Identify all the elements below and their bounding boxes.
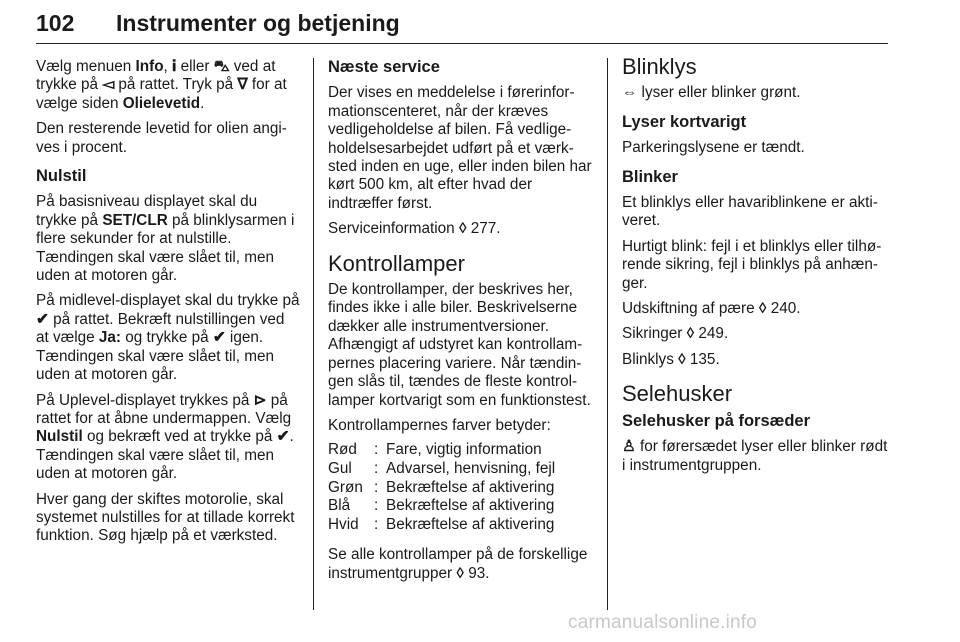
table-row: Blå : Bekræftelse af aktivering [328, 497, 555, 515]
down-arrow-icon: ∇ [237, 76, 248, 94]
info-menu-label: Info [135, 58, 164, 75]
section-heading-blinker: Blinker [622, 167, 678, 186]
column-divider [607, 58, 608, 610]
paragraph: Tændingen skal være slået til, men uden at motoren går. [36, 248, 275, 285]
set-clr-label: SET/CLR [102, 211, 168, 229]
info-icon: 𝐢 [172, 58, 177, 75]
page-ref-icon: ◊ [456, 564, 464, 582]
page-ref-icon: ◊ [758, 300, 767, 318]
paragraph: Et blinklys eller havariblinkene er aktiveret. [622, 194, 878, 230]
section-heading-selehusker: Selehusker [622, 381, 733, 407]
column-3 [622, 54, 888, 482]
section-heading-nulstil: Nulstil [36, 167, 87, 186]
page-number: 102 [36, 10, 75, 36]
paragraph: Udskiftning af pære ◊ 240. [622, 300, 801, 318]
oil-life-label: Olielevetid [122, 94, 201, 112]
car-icon: ⛍ [213, 58, 230, 75]
paragraph: Blinklys ◊ 135. [622, 350, 720, 368]
column-divider [313, 58, 314, 610]
table-row: Grøn : Bekræftelse af aktivering [328, 478, 555, 496]
paragraph: De kontrollamper, der beskrives her, findes ikke i alle biler. Beskrivelserne dækker alle instrumentversioner. Afhængigt af udstyret kan kontrollampernes placering variere. Når tændingen slås til, tændes de fleste kontrollamper kortvarigt som en funktionstest. [328, 281, 591, 409]
paragraph: Hver gang der skiftes motorolie, skal systemet nulstilles for at tillade korrekt funktion. Søg hjælp på et værksted. [36, 490, 295, 545]
paragraph: Tændingen skal være slået til, men uden at motoren går. [36, 347, 275, 384]
paragraph: På basisniveau displayet skal du trykke på SET/CLR på blinklysarmen i flere sekunder for at nulstille. [36, 193, 295, 248]
nulstil-label: Nulstil [36, 428, 83, 446]
header-rule [36, 43, 888, 44]
paragraph: Sikringer ◊ 249. [622, 325, 729, 343]
section-heading-kontrollamper: Kontrollamper [328, 250, 465, 276]
paragraph: På midlevel-displayet skal du trykke på ✔ på rattet. Bekræft nulstillingen ved at vælge Ja: og trykke på ✔ igen. [36, 292, 300, 347]
table-row: Hvid : Bekræftelse af aktivering [328, 515, 555, 533]
column-1 [36, 58, 300, 553]
page-ref-icon: ◊ [686, 325, 695, 343]
left-arrow-icon: ◅ [102, 76, 115, 94]
section-heading-lyser-kortvarigt: Lyser kortvarigt [622, 112, 747, 131]
paragraph: ♙ for førersædet lyser eller blinker rødt i instrumentgruppen. [622, 438, 888, 474]
checkmark-icon: ✔ [212, 329, 226, 347]
paragraph: Se alle kontrollamper på de forskellige instrumentgrupper ◊ 93. [328, 546, 588, 582]
paragraph: Der vises en meddelelse i førerinformationscenteret, når der kræves vedligeholdelse af bilen. Få vedligeholdelsesarbejdet udført på et værksted inden en uge, eller inden bilen har kørt 500 km, alt efter hvad der indtræffer først. [328, 84, 592, 212]
right-arrow-icon: ⊳ [253, 391, 267, 409]
paragraph: Hurtigt blink: fejl i et blinklys eller tilhørende sikring, fejl i blinklys på anhænger. [622, 237, 882, 292]
paragraph: ⇔ lyser eller blinker grønt. [622, 84, 801, 102]
seatbelt-icon: ♙ [622, 438, 636, 456]
section-heading-blinklys: Blinklys [622, 54, 697, 79]
column-2 [328, 58, 592, 590]
paragraph: På Uplevel-displayet trykkes på ⊳ på rattet for at åbne undermappen. Vælg Nulstil og bekræft ved at trykke på ✔. Tændingen skal være slået til, men uden at motoren går. [36, 391, 294, 483]
checkmark-icon: ✔ [36, 310, 49, 328]
turn-signal-icon: ⇔ [622, 84, 638, 102]
page-title: Instrumenter og betjening [116, 10, 400, 36]
paragraph: Parkeringslysene er tændt. [622, 139, 805, 157]
page-ref-icon: ◊ [458, 220, 467, 238]
ja-label: Ja: [98, 329, 122, 347]
paragraph: Serviceinformation ◊ 277. [328, 220, 501, 238]
watermark: carmanualsonline.info [568, 612, 758, 633]
page-header [36, 6, 888, 44]
paragraph: Vælg menuen Info, 𝐢 eller ⛍ ved at trykke på ◅ på rattet. Tryk på ∇ for at vælge siden Olielevetid. [36, 58, 287, 112]
page-ref-icon: ◊ [678, 350, 686, 368]
table-row: Rød : Fare, vigtig information [328, 441, 542, 459]
checkmark-icon: ✔ [276, 428, 290, 446]
section-heading-naeste-service: Næste service [328, 58, 440, 76]
table-row: Gul : Advarsel, henvisning, fejl [328, 459, 556, 477]
lamp-color-table [328, 441, 555, 534]
paragraph: Den resterende levetid for olien angives i procent. [36, 120, 287, 156]
section-heading-selehusker-forsaeder: Selehusker på forsæder [622, 411, 810, 430]
paragraph: Kontrollampernes farver betyder: [328, 416, 551, 434]
